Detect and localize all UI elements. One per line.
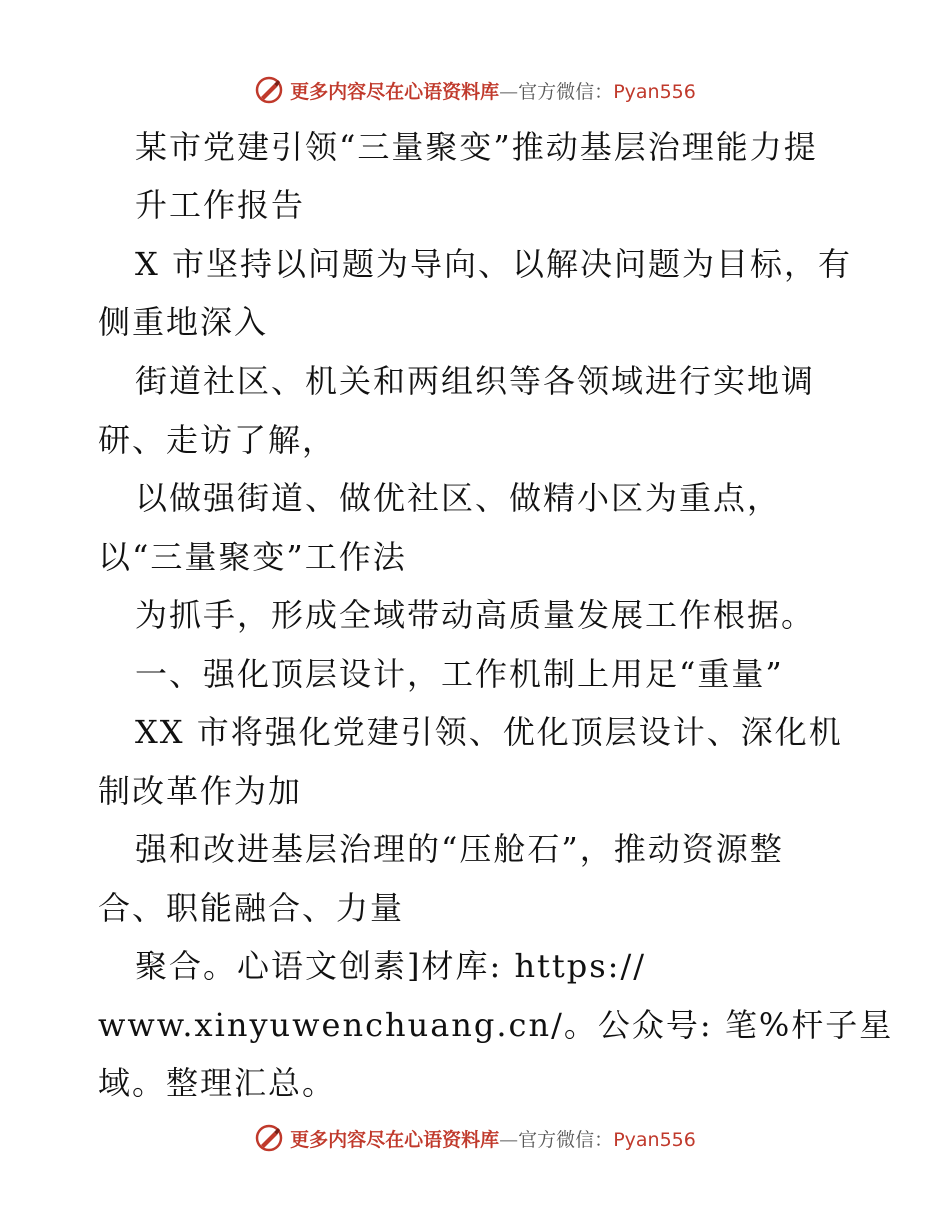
- doc-line: 为抓手，形成全域带动高质量发展工作根据。: [135, 596, 816, 634]
- doc-line: X 市坚持以问题为导向、以解决问题为目标，有: [135, 245, 852, 283]
- doc-line: 以做强街道、做优社区、做精小区为重点，: [135, 479, 782, 517]
- doc-line: 研、走访了解，: [98, 421, 337, 459]
- doc-line: 强和改进基层治理的“压舱石”，推动资源整: [135, 830, 784, 868]
- doc-line: 侧重地深入: [98, 303, 269, 341]
- pen-logo-icon: [254, 1123, 284, 1153]
- doc-line: 街道社区、机关和两组织等各领域进行实地调: [135, 362, 816, 400]
- doc-line: 一、强化顶层设计，工作机制上用足“重量”: [135, 655, 784, 693]
- doc-line: 制改革作为加: [98, 772, 303, 810]
- watermark-text: 更多内容尽在心语资料库—官方微信：Pyan556: [290, 80, 696, 103]
- doc-line: 升工作报告: [135, 186, 306, 224]
- doc-line: 域。整理汇总。: [98, 1064, 337, 1102]
- doc-line: XX 市将强化党建引领、优化顶层设计、深化机: [135, 713, 843, 751]
- watermark-text: 更多内容尽在心语资料库—官方微信：Pyan556: [290, 1128, 696, 1151]
- doc-line: 以“三量聚变”工作法: [98, 538, 407, 576]
- doc-line: 合、职能融合、力量: [98, 889, 405, 927]
- doc-line: 某市党建引领“三量聚变”推动基层治理能力提: [135, 128, 818, 166]
- doc-line: www.xinyuwenchuang.cn/。公众号: 笔%杆子星: [98, 1006, 894, 1044]
- doc-line: 聚合。心语文创素]材库: https://: [135, 947, 647, 985]
- footer-watermark: [0, 1118, 950, 1158]
